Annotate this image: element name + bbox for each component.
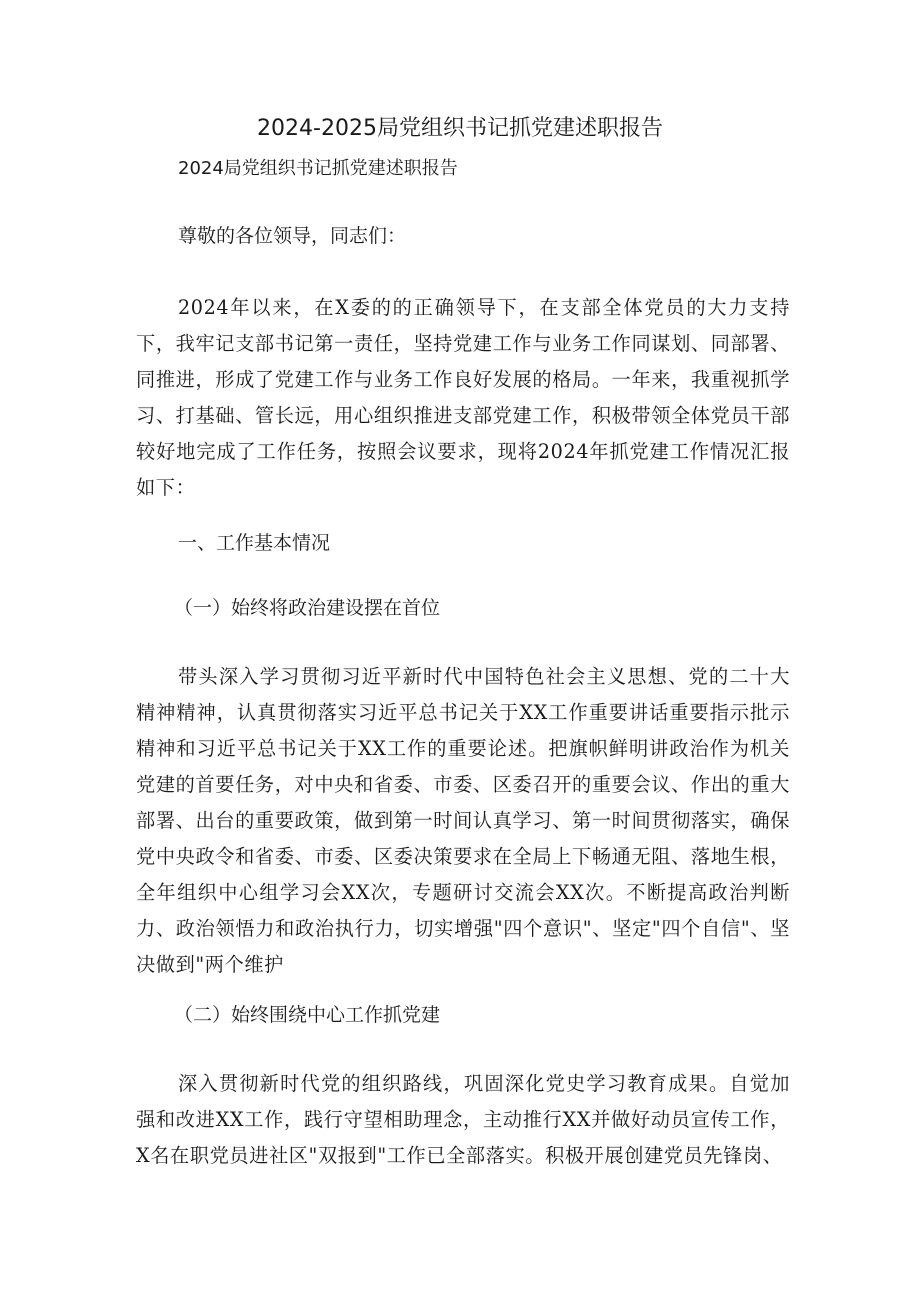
greeting: 尊敬的各位领导，同志们： xyxy=(178,225,407,247)
document-subtitle: 2024局党组织书记抓党建述职报告 xyxy=(178,158,458,179)
subsection-heading-1: （一）始终将政治建设摆在首位 xyxy=(174,597,441,619)
paragraph-political-building: 带头深入学习贯彻习近平新时代中国特色社会主义思想、党的二十大精神精神，认真贯彻落实习近平总书记关于XX工作重要讲话重要指示批示精神和习近平总书记关于XX工作的重要论述。把旗帜鲜明讲政治作为机关党建的首要任务，对中央和省委、市委、区委召开的重要会议、作出的重大部署、出台的重要政策，做到第一时间认真学习、第一时间贯彻落实，确保党中央政令和省委、市委、区委决策要求在全局上下畅通无阻、落地生根，全年组织中心组学习会XX次，专题研讨交流会XX次。不断提高政治判断力、政治领悟力和政治执行力，切实增强"四个意识"、坚定"四个自信"、坚决做到"两个维护 xyxy=(136,665,790,976)
paragraph-central-work: 深入贯彻新时代党的组织路线，巩固深化党史学习教育成果。自觉加强和改进XX工作，践行守望相助理念，主动推行XX并做好动员宣传工作，X名在职党员进社区"双报到"工作已全部落实。积极开展创建党员先锋岗、 xyxy=(136,1072,790,1167)
paragraph-intro: 2024年以来，在X委的的正确领导下，在支部全体党员的大力支持下，我牢记支部书记第一责任，坚持党建工作与业务工作同谋划、同部署、同推进，形成了党建工作与业务工作良好发展的格局。一年来，我重视抓学习、打基础、管长远，用心组织推进支部党建工作，积极带领全体党员干部较好地完成了工作任务，按照会议要求，现将2024年抓党建工作情况汇报如下： xyxy=(136,296,790,499)
section-heading-1: 一、工作基本情况 xyxy=(178,532,331,554)
subsection-heading-2: （二）始终围绕中心工作抓党建 xyxy=(174,1004,441,1026)
document-title: 2024-2025局党组织书记抓党建述职报告 xyxy=(257,116,663,141)
